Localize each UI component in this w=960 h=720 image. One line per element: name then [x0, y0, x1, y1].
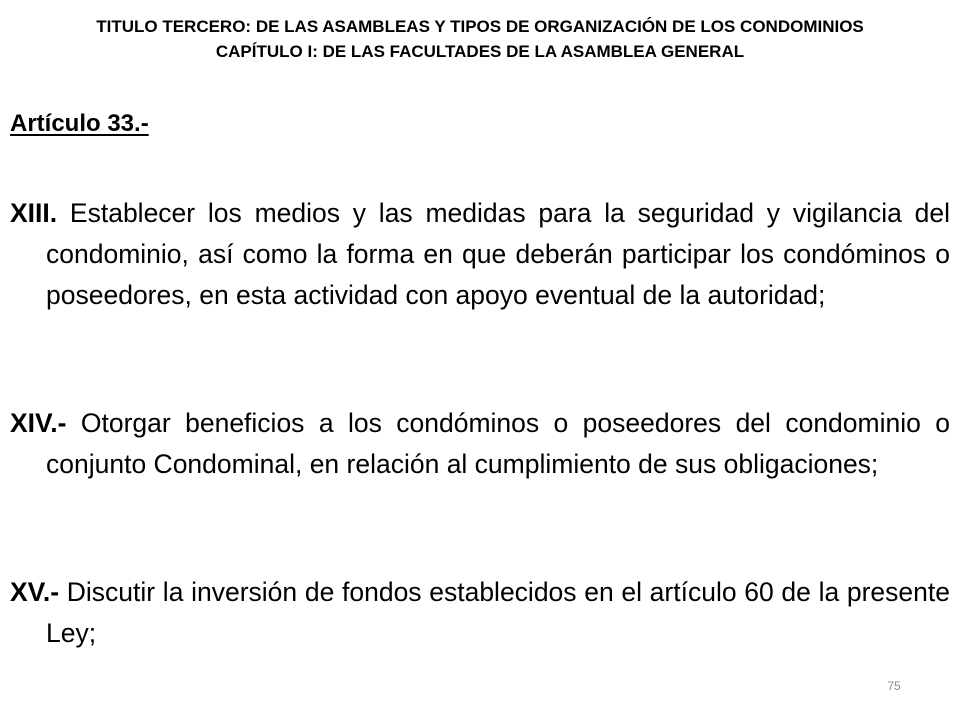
item-text: Discutir la inversión de fondos establecidos en el artículo 60 de la presente Ley;: [46, 577, 950, 648]
article-item-xiii: [10, 193, 950, 316]
title-line: TITULO TERCERO: DE LAS ASAMBLEAS Y TIPOS DE ORGANIZACIÓN DE LOS CONDOMINIOS: [96, 17, 864, 36]
item-number: XV.-: [10, 577, 60, 607]
item-text: Establecer los medios y las medidas para la seguridad y vigilancia del condominio, así como la forma en que deberán participar los condóminos o poseedores, en esta actividad con apoyo eventual de la autoridad;: [46, 198, 950, 310]
page-number: 75: [887, 679, 901, 693]
article-title: Artículo 33.-: [10, 110, 149, 137]
article-item-xiv: [10, 403, 950, 485]
item-number: XIII.: [10, 198, 58, 228]
article-item-xv: [10, 572, 950, 654]
chapter-line: CAPÍTULO I: DE LAS FACULTADES DE LA ASAMBLEA GENERAL: [215, 42, 745, 61]
item-number: XIV.-: [10, 408, 67, 438]
item-text: Otorgar beneficios a los condóminos o poseedores del condominio o conjunto Condominal, en relación al cumplimiento de sus obligaciones;: [46, 408, 950, 479]
document-header: [0, 14, 960, 64]
